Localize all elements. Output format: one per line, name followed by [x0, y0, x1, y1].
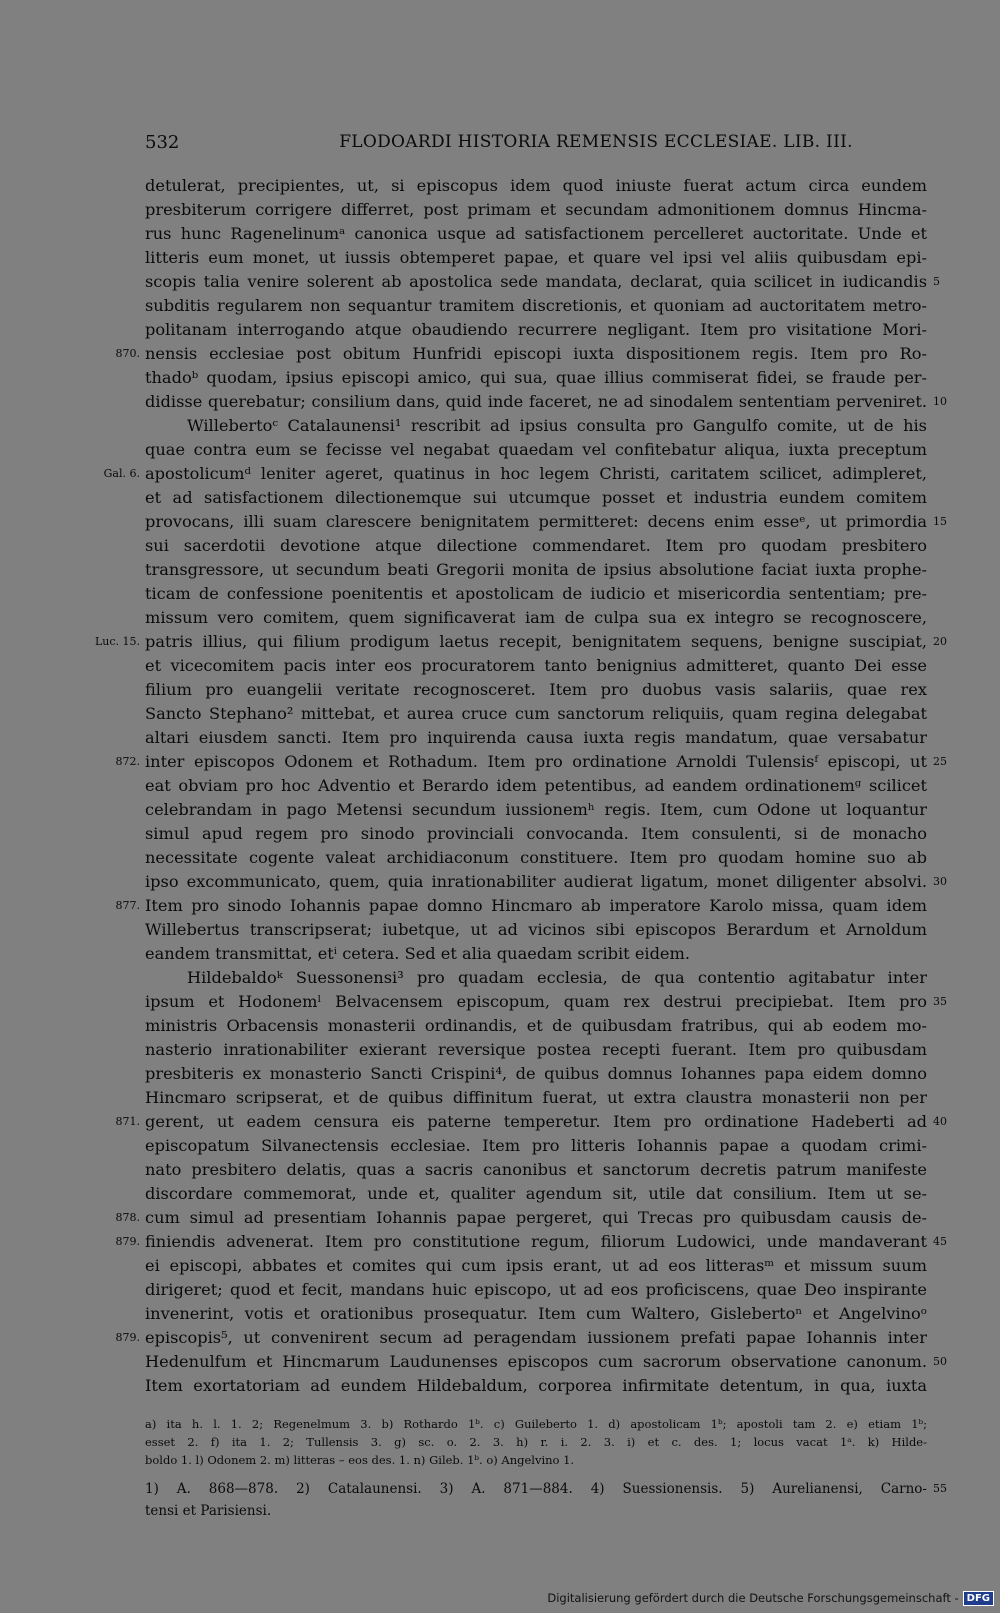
line-number: 45	[933, 1235, 947, 1248]
line-text: filium pro euangelii veritate recognosceret. Item pro duobus vasis salariis, quae rex	[145, 680, 927, 699]
line-text: detulerat, precipientes, ut, si episcopus idem quod iniuste fuerat actum circa eundem	[145, 176, 927, 195]
text-line	[145, 366, 927, 390]
credit-text: Digitalisierung gefördert durch die Deutsche Forschungsgemeinschaft -	[547, 1591, 959, 1605]
line-text: ticam de confessione poenitentis et apostolicam de iudicio et misericordia sententiam; pre-	[145, 584, 927, 603]
running-title: FLODOARDI HISTORIA REMENSIS ECCLESIAE. LIB. III.	[339, 132, 853, 152]
text-line	[145, 942, 927, 966]
text-line	[145, 1134, 927, 1158]
line-text: Hincmaro scripserat, et de quibus diffinitum fuerat, ut extra claustra monasterii non per	[145, 1088, 927, 1107]
text-line	[145, 582, 927, 606]
line-text: missum vero comitem, quem significaverat iam de culpa sua ex integro se recognoscere,	[145, 608, 927, 627]
line-text: simul apud regem pro sinodo provinciali convocanda. Item consulenti, si de monacho	[145, 824, 927, 843]
line-text: scopis talia venire solerent ab apostolica sede mandata, declarat, quia scilicet in iudicandis	[145, 272, 927, 291]
margin-note: 879.	[115, 1235, 140, 1248]
footnote-text: tensi et Parisiensi.	[145, 1503, 272, 1519]
line-number: 30	[933, 875, 947, 888]
text-line	[145, 270, 940, 294]
line-text: invenerint, votis et orationibus prosequatur. Item cum Waltero, Gislebertoⁿ et Angelvinoᵒ	[145, 1304, 927, 1323]
line-number: 15	[933, 515, 947, 528]
text-line	[145, 1062, 927, 1086]
text-line	[145, 390, 947, 414]
line-text: patris illius, qui filium prodigum laetus recepit, benignitatem sequens, benigne suscipiat,	[145, 632, 927, 651]
footnote-text: 1) A. 868—878. 2) Catalaunensi. 3) A. 871—884. 4) Suessionensis. 5) Aurelianensi, Carno-	[145, 1481, 927, 1497]
critical-apparatus	[145, 1415, 927, 1469]
line-text: presbiteris ex monasterio Sancti Crispini⁴, de quibus domnus Iohannes papa eidem domno	[145, 1064, 927, 1083]
text-line	[145, 438, 927, 462]
line-text: discordare commemorat, unde et, qualiter agendum sit, utile dat consilium. Item ut se-	[145, 1184, 927, 1203]
line-text: altari eiusdem sancti. Item pro inquirenda causa iuxta regis mandatum, quae versabatur	[145, 728, 927, 747]
text-line	[145, 198, 927, 222]
line-text: dirigeret; quod et fecit, mandans huic episcopo, ut ad eos proficiscens, quae Deo inspirante	[145, 1280, 927, 1299]
line-text: nensis ecclesiae post obitum Hunfridi episcopi iuxta dispositionem regis. Item pro Ro-	[145, 344, 927, 363]
line-text: cum simul ad presentiam Iohannis papae pergeret, qui Trecas pro quibusdam causis de-	[145, 1208, 927, 1227]
text-line	[145, 1038, 927, 1062]
apparatus-line: boldo 1. l) Odonem 2. m) litteras – eos des. 1. n) Gileb. 1ᵇ. o) Angelvino 1.	[145, 1453, 575, 1467]
line-text: didisse querebatur; consilium dans, quid inde faceret, ne ad sinodalem sententiam perveniret.	[145, 392, 927, 411]
line-text: litteris eum monet, ut iussis obtemperet papae, et quare vel ipsi vel aliis quibusdam epi-	[145, 248, 927, 267]
text-line	[145, 774, 927, 798]
line-text: Hedenulfum et Hincmarum Laudunenses episcopos cum sacrorum observatione canonum.	[145, 1352, 927, 1371]
text-line	[145, 534, 927, 558]
dfg-logo: DFG	[963, 1591, 994, 1606]
text-line	[145, 822, 927, 846]
digitization-credit	[547, 1589, 994, 1607]
line-text: thadoᵇ quodam, ipsius episcopi amico, qui sua, quae illius commiserat fidei, se fraude per-	[145, 368, 927, 387]
text-line	[145, 870, 947, 894]
text-line	[145, 726, 927, 750]
line-text: quae contra eum se fecisse vel negabat quaedam vel confitebatur aliqua, iuxta preceptum	[145, 440, 927, 459]
text-line	[145, 1254, 927, 1278]
line-number: 50	[933, 1355, 947, 1368]
text-line	[145, 606, 927, 630]
line-number: 5	[933, 275, 940, 288]
footnote-line	[145, 1500, 927, 1522]
line-text: Item exortatoriam ad eundem Hildebaldum, corporea infirmitate detentum, in qua, iuxta	[145, 1376, 927, 1395]
line-text: sui sacerdotii devotione atque dilectione commendaret. Item pro quodam presbitero	[145, 536, 927, 555]
text-line	[145, 558, 927, 582]
text-line	[145, 174, 927, 198]
margin-note: Gal. 6.	[103, 467, 140, 480]
margin-note: 871.	[115, 1115, 140, 1128]
line-text: provocans, illi suam clarescere benignitatem permitteret: decens enim esseᵉ, ut primordia	[145, 512, 927, 531]
text-line	[145, 1182, 927, 1206]
line-text: episcopatum Silvanectensis ecclesiae. Item pro litteris Iohannis papae a quodam crimi-	[145, 1136, 927, 1155]
text-line	[145, 654, 927, 678]
line-text: celebrandam in pago Metensi secundum iussionemʰ regis. Item, cum Odone ut loquantur	[145, 800, 927, 819]
line-text: ipsum et Hodonemˡ Belvacensem episcopum, quam rex destrui precipiebat. Item pro	[145, 992, 927, 1011]
text-line	[115, 1206, 927, 1230]
line-number: 20	[933, 635, 947, 648]
line-text: nasterio inrationabiliter exierant reversique postea recepti fuerant. Item pro quibusdam	[145, 1040, 927, 1059]
text-line	[145, 966, 927, 990]
text-line	[145, 246, 927, 270]
line-text: necessitate cogente valeat archidiaconum constituere. Item pro quodam homine suo ab	[145, 848, 927, 867]
text-line	[145, 1158, 927, 1182]
line-text: politanam interrogando atque obaudiendo recurrere negligant. Item pro visitatione Mori-	[145, 320, 927, 339]
text-line	[145, 846, 927, 870]
line-text: apostolicumᵈ leniter ageret, quatinus in hoc legem Christi, caritatem scilicet, adimpleret,	[145, 464, 927, 483]
text-line	[145, 486, 927, 510]
text-line	[103, 462, 927, 486]
line-text: rus hunc Ragenelinumᵃ canonica usque ad satisfactionem percelleret auctoritate. Unde et	[145, 224, 927, 243]
margin-note: 879.	[115, 1331, 140, 1344]
line-text: gerent, ut eadem censura eis paterne temperetur. Item pro ordinatione Hadeberti ad	[145, 1112, 927, 1131]
text-line	[145, 414, 927, 438]
text-line	[115, 894, 927, 918]
line-text: Hildebaldoᵏ Suessonensi³ pro quadam ecclesia, de qua contentio agitabatur inter	[187, 968, 927, 987]
text-line	[145, 510, 947, 534]
text-line	[145, 1350, 947, 1374]
text-line	[145, 1278, 927, 1302]
footnotes	[145, 1478, 947, 1522]
line-text: finiendis advenerat. Item pro constitutione regum, filiorum Ludowici, unde mandaverant	[145, 1232, 927, 1251]
page-header	[145, 132, 927, 156]
line-text: eat obviam pro hoc Adventio et Berardo idem petentibus, ad eandem ordinationemᵍ scilicet	[145, 776, 927, 795]
margin-note: 872.	[115, 755, 140, 768]
margin-note: 870.	[115, 347, 140, 360]
text-line	[94, 630, 947, 654]
line-number: 25	[933, 755, 947, 768]
line-text: subditis regularem non sequantur tramitem discretionis, et quoniam ad auctoritatem metro-	[145, 296, 927, 315]
line-text: et ad satisfactionem dilectionemque sui utcumque posset et industria eundem comitem	[145, 488, 927, 507]
main-text	[94, 174, 947, 1398]
text-line	[145, 702, 927, 726]
line-text: ei episcopi, abbates et comites qui cum ipsis erant, ut ad eos litterasᵐ et missum suum	[145, 1256, 927, 1275]
text-line	[145, 1302, 927, 1326]
text-line	[145, 990, 947, 1014]
text-line	[115, 1110, 947, 1134]
text-line	[115, 342, 927, 366]
text-line	[145, 678, 927, 702]
footnote-line	[145, 1478, 947, 1500]
margin-note: Luc. 15.	[94, 635, 140, 648]
text-line	[145, 1014, 927, 1038]
line-text: inter episcopos Odonem et Rothadum. Item pro ordinatione Arnoldi Tulensisᶠ episcopi, ut	[145, 752, 927, 771]
line-text: presbiterum corrigere differret, post primam et secundam admonitionem domnus Hincma-	[145, 200, 927, 219]
line-text: nato presbitero delatis, quas a sacris canonibus et sanctorum decretis patrum manifeste	[145, 1160, 927, 1179]
text-line	[145, 1086, 927, 1110]
line-text: Willebertus transcripserat; iubetque, ut ad vicinos sibi episcopos Berardum et Arnoldum	[145, 920, 927, 939]
margin-note: 877.	[115, 899, 140, 912]
line-text: ipso excommunicato, quem, quia inrationabiliter audierat ligatum, monet diligenter absolvi.	[145, 872, 927, 891]
line-text: Sancto Stephano² mittebat, et aurea cruce cum sanctorum reliquiis, quam regina delegabat	[145, 704, 927, 723]
text-line	[115, 750, 947, 774]
line-number: 35	[933, 995, 947, 1008]
text-line	[145, 1374, 927, 1398]
margin-note: 878.	[115, 1211, 140, 1224]
line-text: Willebertoᶜ Catalaunensi¹ rescribit ad ipsius consulta pro Gangulfo comite, ut de his	[187, 416, 927, 435]
text-line	[145, 918, 927, 942]
line-text: Item pro sinodo Iohannis papae domno Hincmaro ab imperatore Karolo missa, quam idem	[145, 896, 927, 915]
text-line	[115, 1230, 947, 1254]
text-line	[145, 222, 927, 246]
text-line	[145, 318, 927, 342]
line-text: transgressore, ut secundum beati Gregorii monita de ipsius absolutione faciat iuxta prophe-	[145, 560, 927, 579]
line-number: 40	[933, 1115, 947, 1128]
apparatus-line: esset 2. f) ita 1. 2; Tullensis 3. g) sc. o. 2. 3. h) r. i. 2. 3. i) et c. des. 1; locus vacat 1ᵃ. k) Hilde-	[145, 1435, 927, 1449]
line-text: eandem transmittat, etⁱ cetera. Sed et alia quaedam scribit eidem.	[145, 944, 691, 963]
line-number: 10	[933, 395, 947, 408]
line-text: et vicecomitem pacis inter eos procuratorem tanto benignius admitteret, quanto Dei esse	[145, 656, 927, 675]
line-number: 55	[933, 1482, 947, 1495]
page-number: 532	[145, 132, 180, 153]
text-line	[115, 1326, 927, 1350]
line-text: ministris Orbacensis monasterii ordinandis, et de quibusdam fratribus, qui ab eodem mo-	[145, 1016, 927, 1035]
text-line	[145, 294, 927, 318]
apparatus-line: a) ita h. l. 1. 2; Regenelmum 3. b) Rothardo 1ᵇ. c) Guileberto 1. d) apostolicam 1ᵇ; apostoli tam 2. e) etiam 1ᵇ;	[145, 1417, 927, 1431]
text-line	[145, 798, 927, 822]
line-text: episcopis⁵, ut convenirent secum ad peragendam iussionem prefati papae Iohannis inter	[145, 1328, 927, 1347]
